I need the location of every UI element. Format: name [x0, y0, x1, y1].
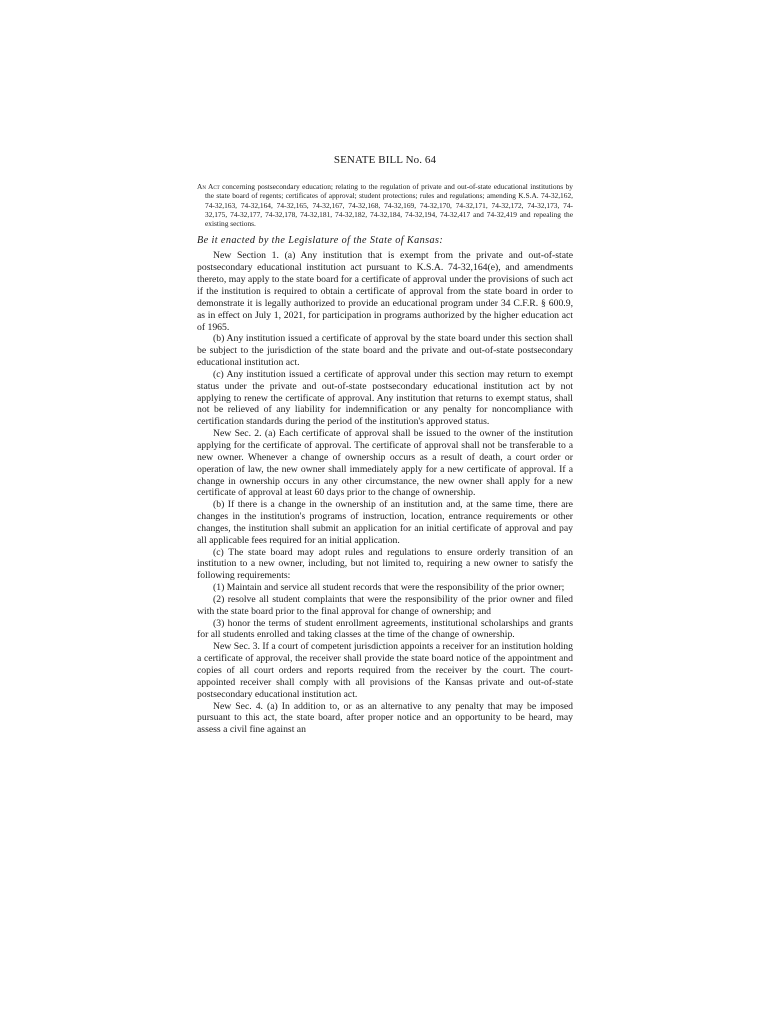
bill-title: SENATE BILL No. 64	[333, 154, 437, 166]
paragraph-sec-2-c-1: (1) Maintain and service all student records that were the responsibility of the prior owner;	[213, 582, 565, 594]
paragraph-sec-2-c-3: (3) honor the terms of student enrollment agreements, institutional scholarships and grants for all students enrolled and taking classes at the time of the change of ownership.	[197, 617, 573, 641]
paragraph-sec-2-c-2: (2) resolve all student complaints that were the responsibility of the prior owner and filed with the state board prior to the final approval for change of ownership; and	[197, 593, 573, 617]
paragraph-section-1-c: (c) Any institution issued a certificate of approval under this section may return to exempt status under the private and out-of-state postsecondary educational institution act by not applying to renew the certificate of approval. Any institution that returns to exempt status, shall not be relieved of any liability for indemnification or any penalty for noncompliance with certification standards during the period of the institution's approved status.	[197, 368, 573, 428]
paragraph-sec-2-c: (c) The state board may adopt rules and regulations to ensure orderly transition of an institution to a new owner, including, but not limited to, requiring a new owner to satisfy the following requirements:	[197, 546, 573, 582]
paragraph-new-sec-2-a: New Sec. 2. (a) Each certificate of approval shall be issued to the owner of the institution applying for the certificate of approval. The certificate of approval shall not be transferable to a new owner. Whenever a change of ownership occurs as a result of death, a court order or operation of law, the new owner shall immediately apply for a new certificate of approval. If a change in ownership occurs in any other circumstance, the new owner shall apply for a new certificate of approval at least 60 days prior to the change of ownership.	[197, 428, 573, 499]
paragraph-sec-2-b: (b) If there is a change in the ownership of an institution and, at the same time, there are changes in the institution's programs of instruction, location, entrance requirements or other changes, the institution shall submit an application for an initial certificate of approval and pay all applicable fees required for an initial application.	[197, 499, 573, 546]
paragraph-new-sec-4-a: New Sec. 4. (a) In addition to, or as an alternative to any penalty that may be imposed pursuant to this act, the state board, after proper notice and an opportunity to be heard, may assess a civil fine against an	[197, 700, 573, 736]
bill-page	[197, 148, 573, 736]
act-summary	[197, 182, 573, 228]
act-text: concerning postsecondary education; relating to the regulation of private and out-of-state educational institutions by the state board of regents; certificates of approval; student protections; rules and regulations; amending K.S.A. 74-32,162, 74-32,163, 74-32,164, 74-32,165, 74-32,167, 74-32,168, 74-32,169, 74-32,170, 74-32,171, 74-32,172, 74-32,173, 74-32,175, 74-32,177, 74-32,178, 74-32,181, 74-32,182, 74-32,184, 74-32,194, 74-32,417 and 74-32,419 and repealing the existing sections.	[205, 182, 573, 229]
act-lead: An Act	[197, 182, 220, 191]
enacting-clause: Be it enacted by the Legislature of the State of Kansas:	[197, 235, 444, 247]
paragraph-new-sec-3: New Sec. 3. If a court of competent jurisdiction appoints a receiver for an institution holding a certificate of approval, the receiver shall provide the state board notice of the appointment and copies of all court orders and reports required from the receiver by the court. The court-appointed receiver shall comply with all provisions of the Kansas private and out-of-state postsecondary educational institution act.	[197, 641, 573, 700]
paragraph-new-section-1-a: New Section 1. (a) Any institution that is exempt from the private and out-of-state postsecondary educational institution act pursuant to K.S.A. 74-32,164(e), and amendments thereto, may apply to the state board for a certificate of approval under the provisions of such act if the institution is required to obtain a certificate of approval from the state board in order to demonstrate it is legally authorized to provide an educational program under 34 C.F.R. § 600.9, as in effect on July 1, 2021, for participation in programs authorized by the higher education act of 1965.	[197, 250, 573, 333]
paragraph-section-1-b: (b) Any institution issued a certificate of approval by the state board under this section shall be subject to the jurisdiction of the state board and the private and out-of-state postsecondary educational institution act.	[197, 333, 573, 369]
